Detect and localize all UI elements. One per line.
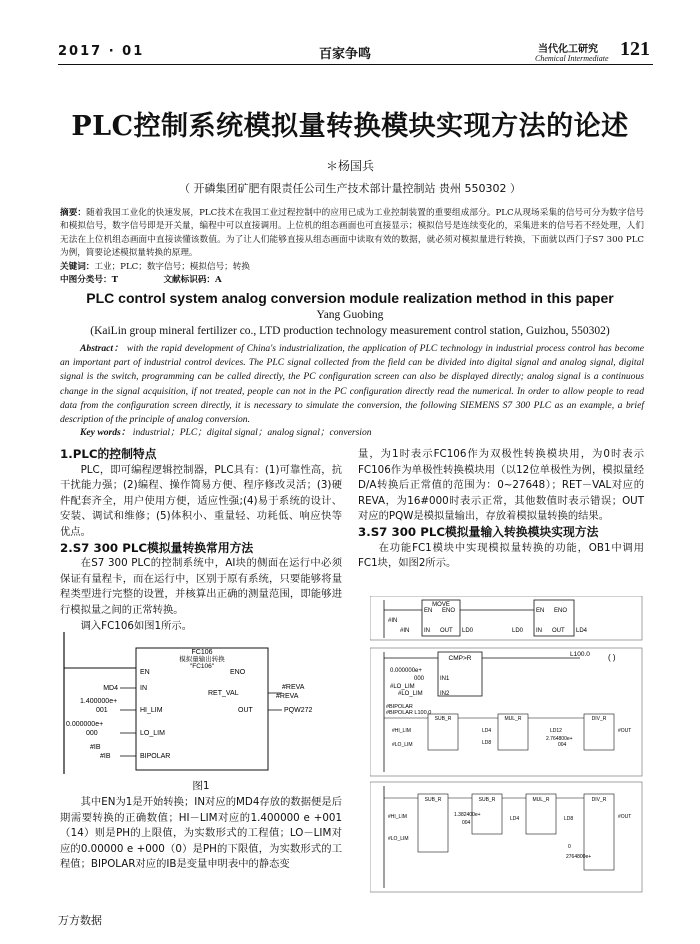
fig2-cmp-lo: #LO_LIM	[390, 684, 415, 690]
english-abstract	[60, 342, 644, 427]
fc106-en: EN	[140, 669, 150, 676]
doc-code-label: 文献标识码：	[163, 275, 216, 286]
fig2-move-en: EN	[424, 608, 433, 614]
header-rule	[58, 64, 653, 65]
fc106-ib1: #IB	[90, 744, 101, 751]
issue-number: 2017 · 01	[58, 44, 145, 59]
fig2-n3-lo: #LO_LIM	[388, 836, 409, 842]
fig2-n3-mul: MUL_R	[532, 797, 550, 803]
english-keywords-text: industrial；PLC；digital signal；analog signal；conversion	[132, 427, 372, 438]
fig2-move2-out: OUT	[552, 628, 565, 634]
fc106-hi-val2: 001	[96, 707, 108, 714]
fig2-n3-hi: #HI_LIM	[388, 814, 407, 820]
fig2-in-var: #IN	[388, 618, 398, 624]
fig2-bipolar2: #BIPOLAR L100.0	[386, 710, 432, 716]
fig2-hi-lim: #HI_LIM	[392, 728, 411, 734]
fig2-out-var: #OUT	[618, 728, 632, 734]
left-column	[60, 447, 342, 634]
fc106-quote: "FC106"	[189, 663, 215, 670]
fig2-move: MOVE	[432, 602, 450, 608]
journal-name-en: Chemical Intermediate	[535, 54, 609, 63]
fig2-cmp: CMP>R	[448, 655, 472, 662]
fig2-ld0: LD0	[462, 628, 474, 634]
fig2-mul-r: MUL_R	[504, 716, 522, 722]
fig2-n3-ld8: LD8	[564, 816, 574, 822]
figure-2-ladder	[370, 596, 648, 896]
fc106-out: OUT	[238, 707, 253, 714]
keywords-text: 工业；PLC；数字信号；模拟信号；转换	[94, 261, 250, 272]
fc106-lo-val2: 000	[86, 730, 98, 737]
fig2-move-in: IN	[424, 628, 430, 634]
fc106-eno: ENO	[230, 669, 246, 676]
fig2-div-r: DIV_R	[591, 716, 607, 722]
fig2-n3-val1382: 1.382400e+	[454, 812, 481, 818]
fc106-ib2: #IB	[100, 753, 111, 760]
fig2-cmp-in1: IN1	[440, 676, 450, 682]
figure-1-ladder	[60, 630, 342, 776]
article-affiliation: （ 开磷集团矿肥有限责任公司生产技术部计量控制站 贵州 550302 ）	[179, 182, 521, 195]
page-number: 121	[620, 38, 650, 60]
fc106-ret-val: RET_VAL	[208, 690, 239, 697]
fig2-ld0b: LD0	[512, 628, 524, 634]
fig2-in-var2: #IN	[400, 628, 410, 634]
footer-source: 万方数据	[58, 914, 102, 927]
left-column-lower	[60, 795, 342, 873]
fig2-n3-out: #OUT	[618, 814, 632, 820]
abstract-cn	[60, 207, 644, 287]
section-3-body: 在功能FC1模块中实现模拟量转换的功能，OB1中调用FC1块，如图2所示。	[358, 541, 644, 570]
english-abstract-text: with the rapid development of China's industrialization, the application of PLC technology in industrial process control has become an important part of industrial control devices. The PLC signal collected from the field can be divided into digital signal and analog signal, digital signal is the switch, programming can be called directly, the PC configuration screen can also be displayed directly; analog signal is a continuous change in the signal acquisition, if not treated, people can not in the PC configuration directly read the numerical. In order to allow people to read data from the configuration screen directly, it is necessary to simulate the conversion, the following SIEMENS S7 300 PLC as an example, a brief description of the principle of analog conversion.	[60, 343, 644, 426]
fig2-coil: ( )	[608, 653, 616, 662]
english-keywords-label: Key words：	[80, 427, 131, 438]
english-abstract-label: Abstract：	[80, 343, 124, 354]
fig2-n3-val004: 004	[462, 820, 471, 826]
clc-value: T	[111, 275, 118, 286]
fig2-n3-div: DIV_R	[591, 797, 607, 803]
abstract-label: 摘要：	[60, 208, 87, 218]
fig2-cmp-in1v2: 000	[414, 676, 425, 682]
section-2-body-3: 其中EN为1是开始转换；IN对应的MD4存放的数据便是后期需要转换的正确数值；HI－LIM对应的1.400000 e +001（14）则是PH的上限值，为实数形式的工程值；LO－LIM对应的0.00000 e +000（0）是PH的下限值，为实数形式的工程值；BIPOLAR对应的IB是变量申明表中的静态变	[60, 796, 342, 871]
article-title: PLC控制系统模拟量转换模块实现方法的论述	[71, 111, 629, 142]
fc106-reva2: #REVA	[276, 693, 299, 700]
figure-1-caption: 图1	[192, 780, 210, 792]
fc106-hi-lim: HI_LIM	[140, 707, 163, 714]
english-title: PLC control system analog conversion module realization method in this paper	[86, 290, 614, 306]
fc106-reva1: #REVA	[282, 684, 305, 691]
fig2-lo-lim: #LO_LIM	[392, 742, 413, 748]
fc106-pqw: PQW272	[284, 707, 313, 714]
fig2-n3-sub2: SUB_R	[478, 797, 496, 803]
english-affiliation: (KaiLin group mineral fertilizer co., LTD production technology measurement control station, Guizhou, 550302)	[90, 325, 610, 337]
right-body-1: 量，为1时表示FC106作为双极性转换模块用，为0时表示FC106作为单极性转换模块用（以12位单极性为例，模拟量经D/A转换后正常值的范围为：0~27648）；RET－VAL对应的REVA，为16#000时表示正常，其他数值时表示错误；OUT对应的PQW是模拟量输出，存放着模拟量转换的结果。	[358, 448, 644, 523]
keywords-label: 关键词：	[60, 261, 95, 272]
doc-code-value: A	[215, 275, 222, 286]
fig2-move2-in: IN	[536, 628, 542, 634]
right-column	[358, 447, 644, 572]
fig2-move2-eno: ENO	[554, 608, 568, 614]
abstract-text: 随着我国工业化的快速发展，PLC技术在我国工业过程控制中的应用已成为工业控制装置的重要组成部分。PLC从现场采集的信号可分为数字信号和模拟信号，数字信号即是开关量，编程中可以直接调用。上位机的组态画面也可直接显示；模拟信号是连续变化的，采集进来的信号若不经处理，人们无法在上位机组态画面中直接读懂该数值。为了让人们能够直接从组态画面中读取有效的数据，就必须对模拟量进行转换，下面就以西门子S7 300 PLC为例，简要论述模拟量转换的原理。	[60, 208, 644, 259]
section-2-body-1: 在S7 300 PLC的控制系统中，AI块的侧面在运行中必须保证有量程卡，而在运行中，区别于原有系统，只要能够将量程类型进行完整的设置，并核算出正确的测量范围，即能够进行模拟量之间的正常转换。	[60, 557, 342, 616]
fc106-desc: 模拟量输出转换	[179, 656, 225, 663]
journal-name: 当代化工研究	[538, 44, 598, 55]
fig2-ld12: LD12	[550, 728, 562, 734]
section-3-title: 3.S7 300 PLC模拟量输入转换模块实现方法	[358, 524, 599, 539]
fc106-in-var: MD4	[103, 685, 118, 692]
english-author: Yang Guobing	[316, 309, 384, 321]
fc106-name: FC106	[191, 649, 213, 656]
fig2-cmp-in1v: 0.000000e+	[390, 668, 422, 674]
fig2-bipolar: #BIPOLAR	[386, 704, 413, 710]
fig2-ld4b: LD4	[482, 728, 492, 734]
fig2-l100: L100.0	[570, 651, 590, 658]
fc106-lo-val1: 0.000000e+	[66, 721, 104, 728]
fig2-network-1	[370, 596, 642, 640]
section-1-body: PLC，即可编程逻辑控制器，PLC具有：(1)可靠性高，抗干扰能力强；(2)编程、操作简易方便、程序修改灵活；(3)硬件配套齐全，用户使用方便，适应性强;(4)易于系统的设计、安装、调试和维修；(5)体积小、重量轻、功耗低、响应快等优点。	[60, 463, 342, 538]
section-1-title: 1.PLC的控制特点	[60, 447, 157, 461]
fig2-cmp-lo2: #LO_LIM	[398, 691, 423, 697]
section-2-body-2: 调入FC106如图1所示。	[80, 619, 192, 632]
fc106-in: IN	[140, 685, 147, 692]
fig2-n3-sub: SUB_R	[424, 797, 442, 803]
fig2-n3-o: 0	[568, 844, 571, 850]
fig2-ld8: LD8	[482, 740, 492, 746]
fig2-move-out: OUT	[440, 628, 453, 634]
fc106-hi-val1: 1.400000e+	[80, 698, 118, 705]
fig2-cmp-in2: IN2	[440, 691, 450, 697]
fig2-n3-ld4: LD4	[510, 816, 520, 822]
clc-label: 中图分类号：	[60, 275, 112, 286]
section-2-title: 2.S7 300 PLC模拟量转换常用方法	[60, 540, 254, 555]
fc106-lo-lim: LO_LIM	[140, 730, 165, 737]
english-keywords	[80, 424, 372, 438]
article-author: ＊杨国兵	[325, 159, 374, 173]
fig2-ld4: LD4	[576, 628, 588, 634]
fig2-move-eno: ENO	[442, 608, 456, 614]
column-name: 百家争鸣	[319, 47, 372, 62]
fig2-val004: 004	[558, 742, 567, 748]
fig2-move2-en: EN	[536, 608, 545, 614]
fig2-val2764: 2.764800e+	[546, 736, 573, 742]
fig2-n3-val27648: 2764800e+	[566, 854, 592, 860]
fc106-bipolar: BIPOLAR	[140, 753, 171, 760]
fig2-sub-r: SUB_R	[434, 716, 452, 722]
